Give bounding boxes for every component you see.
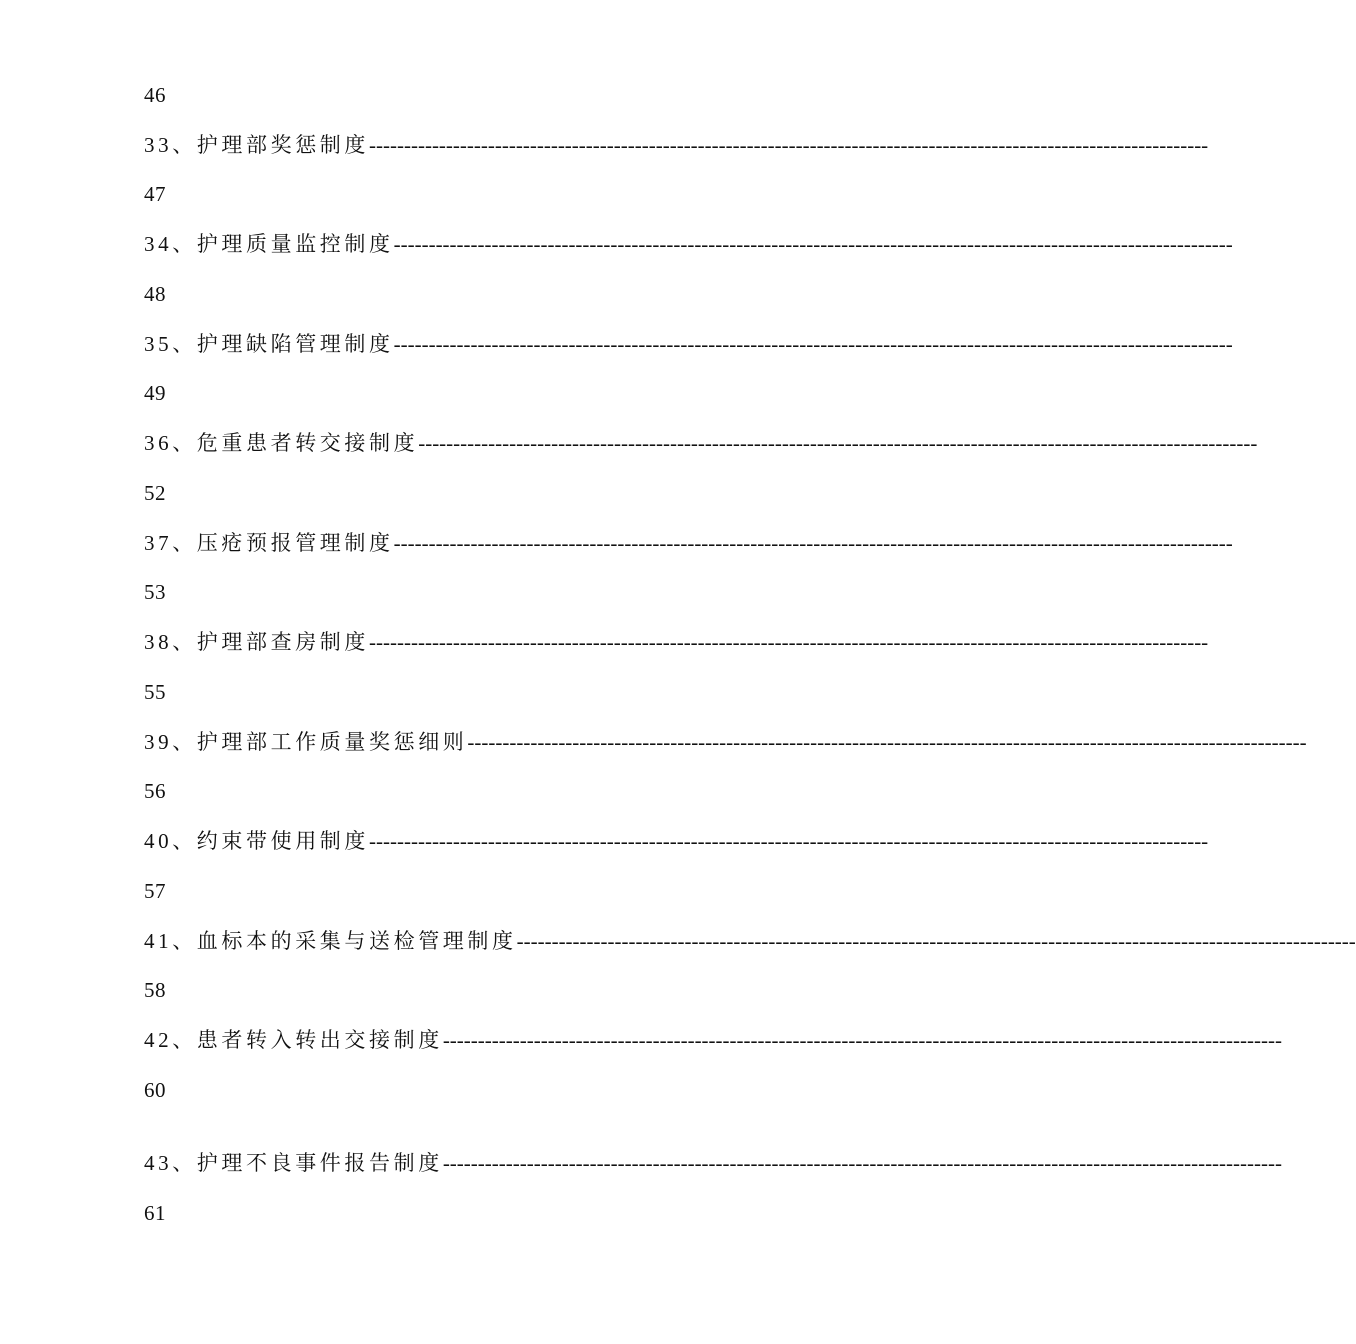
- toc-entry-page: 53: [144, 580, 166, 604]
- toc-leader: ------------------------------------------------------------------------------------------------------------------------: [418, 431, 1258, 455]
- toc-entry: [144, 629, 1209, 655]
- toc-entry-title: 41、血标本的采集与送检管理制度: [144, 929, 517, 953]
- toc-entry: [144, 331, 1233, 357]
- toc-entry-page: 58: [144, 978, 166, 1002]
- page-number: 46: [144, 83, 166, 107]
- toc-leader: ------------------------------------------------------------------------------------------------------------------------: [369, 133, 1209, 157]
- toc-entry: [144, 132, 1209, 158]
- toc-leader: ------------------------------------------------------------------------------------------------------------------------: [369, 829, 1209, 853]
- toc-leader: ------------------------------------------------------------------------------------------------------------------------: [442, 1028, 1282, 1052]
- toc-entry-title: 36、危重患者转交接制度: [144, 431, 419, 455]
- toc-entry-title: 35、护理缺陷管理制度: [144, 332, 394, 356]
- toc-entry-page: 48: [144, 282, 166, 306]
- toc-leader: ------------------------------------------------------------------------------------------------------------------------: [467, 730, 1307, 754]
- toc-entry: [144, 729, 1307, 755]
- toc-entry-title: 40、约束带使用制度: [144, 829, 369, 853]
- toc-entry: [144, 231, 1233, 257]
- toc-entry-page: 55: [144, 680, 166, 704]
- toc-entry-page: 52: [144, 481, 166, 505]
- toc-entry-page: 57: [144, 879, 166, 903]
- toc-entry-title: 43、护理不良事件报告制度: [144, 1151, 443, 1175]
- toc-entry-title: 42、患者转入转出交接制度: [144, 1028, 443, 1052]
- toc-leader: ------------------------------------------------------------------------------------------------------------------------: [393, 332, 1233, 356]
- toc-entry: [144, 928, 1356, 954]
- toc-entry-page: 60: [144, 1078, 166, 1102]
- toc-entry: [144, 1027, 1282, 1053]
- toc-entry-page: 61: [144, 1201, 166, 1225]
- toc-leader: ------------------------------------------------------------------------------------------------------------------------: [442, 1151, 1282, 1175]
- toc-entry-title: 38、护理部查房制度: [144, 630, 369, 654]
- toc-leader: ------------------------------------------------------------------------------------------------------------------------: [393, 232, 1233, 256]
- toc-leader: ------------------------------------------------------------------------------------------------------------------------: [369, 630, 1209, 654]
- toc-entry: [144, 1150, 1282, 1176]
- toc-entry: [144, 430, 1258, 456]
- toc-entry: [144, 828, 1209, 854]
- toc-entry-page: 56: [144, 779, 166, 803]
- toc-entry-page: 49: [144, 381, 166, 405]
- toc-entry-title: 33、护理部奖惩制度: [144, 133, 369, 157]
- toc-entry-page: 47: [144, 182, 166, 206]
- toc-entry-title: 37、压疮预报管理制度: [144, 531, 394, 555]
- toc-entry-title: 39、护理部工作质量奖惩细则: [144, 730, 468, 754]
- toc-entry: [144, 530, 1233, 556]
- toc-entry-title: 34、护理质量监控制度: [144, 232, 394, 256]
- toc-leader: ------------------------------------------------------------------------------------------------------------------------: [516, 929, 1356, 953]
- toc-leader: ------------------------------------------------------------------------------------------------------------------------: [393, 531, 1233, 555]
